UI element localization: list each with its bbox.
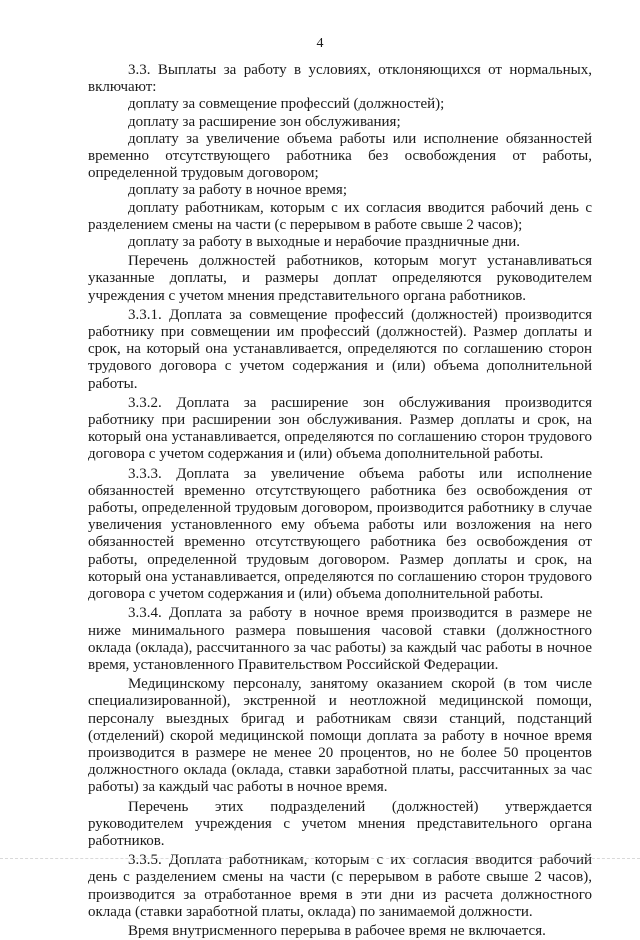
list-item-weekend-holiday: доплату за работу в выходные и нерабочие праздничные дни.	[128, 234, 521, 251]
paragraph-section-3-3-3: 3.3.3. Доплата за увеличение объема работы или исполнение обязанностей временно отсутствующего работника без освобождения от работы, определенной трудовым договором, производится работнику в случае увеличения установленного ему объема работы или возложения на него обязанностей временно отсутствующего работника без освобождения от работы, определенной трудовым договором. Размер доплаты и срок, на который она устанавливается, определяются по соглашению сторон трудового договора с учетом содержания и (или) объема дополнительной работы.	[88, 465, 592, 603]
list-item-increased-workload: доплату за увеличение объема работы или исполнение обязанностей временно отсутствующего работника без освобождения от работы, определенной трудовым договором;	[88, 130, 592, 182]
paragraph-medical-personnel: Медицинскому персоналу, занятому оказанием скорой (в том числе специализированной), экстренной и неотложной медицинской помощи, персоналу выездных бригад и работникам связи станций, подстанций (отделений) скорой медицинской помощи доплата за работу в ночное время производится в размере не менее 20 процентов, но не более 50 процентов должностного оклада (оклада, ставки заработной платы, рассчитанных за час работы) за каждый час работы в ночное время.	[88, 676, 592, 796]
paragraph-section-3-3-1: 3.3.1. Доплата за совмещение профессий (должностей) производится работнику при совмещении им профессий (должностей). Размер доплаты и срок, на который она устанавливается, определяются по соглашению сторон трудового договора с учетом содержания и (или) объема дополнительной работы.	[88, 306, 592, 392]
paragraph-break-time: Время внутрисменного перерыва в рабочее время не включается.	[128, 922, 546, 939]
paragraph-subdivisions-list: Перечень этих подразделений (должностей) утверждается руководителем учреждения с учетом мнения представительного органа работников.	[88, 798, 592, 849]
paragraph-section-3-3-2: 3.3.2. Доплата за расширение зон обслуживания производится работнику при расширении зон обслуживания. Размер доплаты и срок, на который она устанавливается, определяются по соглашению сторон трудового договора с учетом содержания и (или) объема дополнительной работы.	[88, 394, 592, 463]
scan-edge-line	[0, 858, 640, 859]
list-item-night-work: доплату за работу в ночное время;	[128, 182, 347, 199]
list-item-service-zones: доплату за расширение зон обслуживания;	[128, 113, 401, 130]
paragraph-section-3-3-5: 3.3.5. Доплата работникам, которым с их согласия вводится рабочий день с разделением смены на части (с перерывом в работе свыше 2 часов), производится за отработанное время в эти дни из расчета должностного оклада (ставки заработной платы, оклада) по занимаемой должности.	[88, 852, 592, 920]
list-item-combining-professions: доплату за совмещение профессий (должностей);	[128, 96, 445, 113]
paragraph-section-3-3: 3.3. Выплаты за работу в условиях, отклоняющихся от нормальных, включают:	[88, 62, 592, 96]
paragraph-positions-list: Перечень должностей работников, которым могут устанавливаться указанные доплаты, и размеры доплат определяются руководителем учреждения с учетом мнения представительного органа работников.	[88, 253, 592, 304]
paragraph-section-3-3-4: 3.3.4. Доплата за работу в ночное время производится в размере не ниже минимального размера повышения часовой ставки (должностного оклада (оклада), рассчитанного за час работы) за каждый час работы в ночное время, установленного Правительством Российской Федерации.	[88, 605, 592, 673]
page-number: 4	[316, 36, 324, 51]
list-item-split-shift: доплату работникам, которым с их согласия вводится рабочий день с разделением смены на части (с перерывом в работе свыше 2 часов);	[88, 199, 592, 233]
document-body	[88, 62, 592, 940]
